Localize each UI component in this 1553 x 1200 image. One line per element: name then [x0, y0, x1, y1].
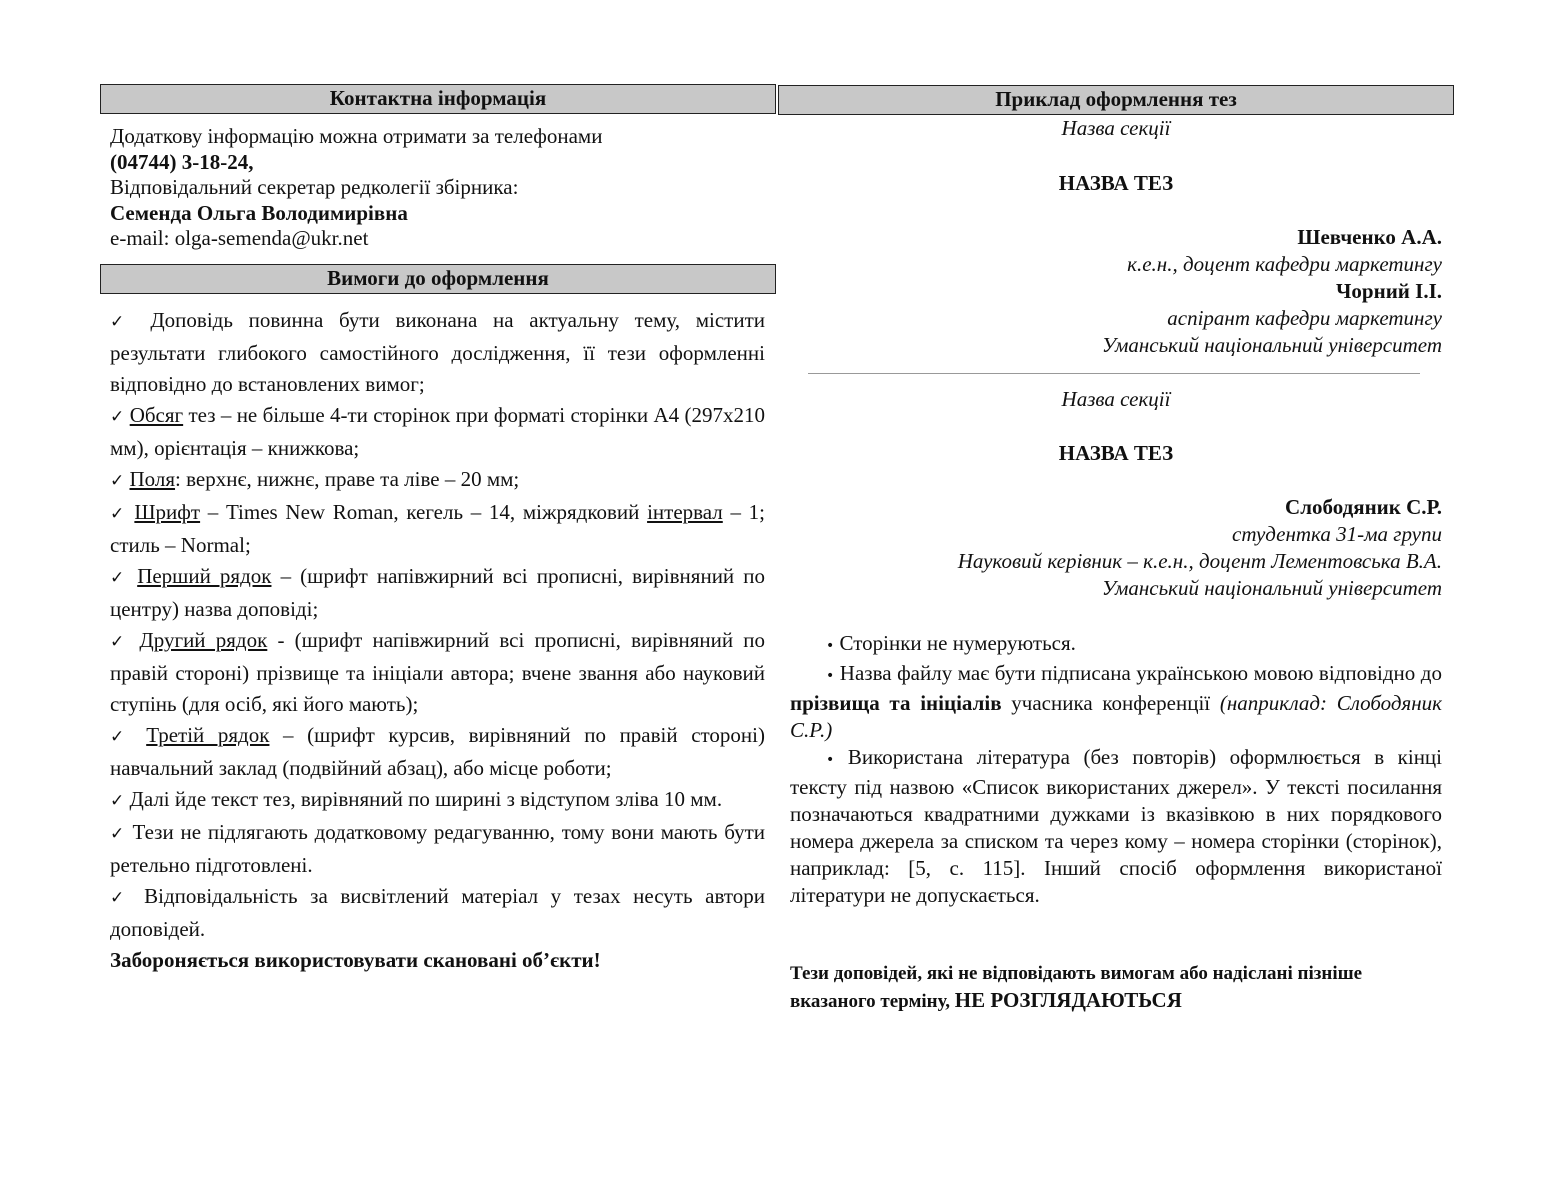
check-icon: ✓ — [110, 312, 135, 332]
example1-author2-title: аспірант кафедри маркетингу — [1167, 306, 1442, 330]
bullet-icon: • — [826, 638, 835, 654]
bullet-icon: • — [826, 752, 835, 768]
example1-authors — [790, 224, 1442, 359]
example1-section-name: Назва секції — [1061, 116, 1171, 140]
example2-authors — [790, 494, 1442, 602]
requirement-item: ✓ Поля: верхнє, нижнє, праве та ліве – 20 мм; — [110, 467, 520, 491]
contact-phone: (04744) 3-18-24, — [110, 149, 254, 174]
requirements-list — [110, 305, 765, 976]
scanned-objects-warning: Забороняється використовувати скановані об’єкти! — [110, 948, 601, 972]
requirement-item: ✓ Шрифт – Times New Roman, кегель – 14, міжрядковий інтервал – 1; стиль – Normal; — [110, 500, 765, 557]
requirement-item: ✓ Третій рядок – (шрифт курсив, вирівняний по правій стороні) навчальний заклад (подвійний абзац), або місце роботи; — [110, 723, 765, 780]
requirement-item: ✓ Обсяг тез – не більше 4-ти сторінок при форматі сторінки А4 (297х210 мм), орієнтація – книжкова; — [110, 403, 766, 460]
check-icon: ✓ — [110, 824, 126, 844]
check-icon: ✓ — [110, 632, 130, 652]
requirement-item: ✓ Другий рядок - (шрифт напівжирний всі прописні, вирівняний по правій стороні) прізвище та ініціали автора; вчене звання або науковий ступінь (для осіб, які його мають); — [110, 628, 766, 716]
requirement-item: ✓ Доповідь повинна бути виконана на актуальну тему, містити результати глибокого самостійного дослідження, її тези оформленні відповідно до встановлених вимог; — [110, 308, 765, 396]
contact-name: Семенда Ольга Володимирівна — [110, 200, 408, 225]
check-icon: ✓ — [110, 888, 132, 908]
rejection-notice: Тези доповідей, які не відповідають вимогам або надіслані пізніше вказаного терміну, НЕ РОЗГЛЯДАЮТЬСЯ — [790, 963, 1363, 1012]
contact-info-header: Контактна інформація — [100, 84, 776, 114]
contact-secretary-label: Відповідальний секретар редколегії збірника: — [110, 175, 519, 199]
example1-author1-title: к.е.н., доцент кафедри маркетингу — [1127, 252, 1442, 276]
example2-supervisor: Науковий керівник – к.е.н., доцент Лементовська В.А. — [957, 549, 1442, 573]
example1-university: Уманський національний університет — [1101, 333, 1442, 357]
contact-email: e-mail: olga-semenda@ukr.net — [110, 226, 369, 250]
example2-title: НАЗВА ТЕЗ — [1058, 441, 1174, 465]
bullet-icon: • — [826, 668, 835, 684]
note-item: • Сторінки не нумеруються. — [826, 631, 1076, 655]
example1-author2: Чорний І.І. — [1336, 279, 1442, 303]
example1-author1: Шевченко А.А. — [1297, 225, 1442, 249]
example2-section-name: Назва секції — [1061, 387, 1171, 411]
example2-author: Слободяник С.Р. — [1285, 495, 1442, 519]
format-notes — [790, 630, 1442, 909]
example2-author-title: студентка 31-ма групи — [1232, 522, 1442, 546]
example-header: Приклад оформлення тез — [778, 85, 1454, 115]
check-icon: ✓ — [110, 727, 133, 747]
requirement-item: ✓ Перший рядок – (шрифт напівжирний всі прописні, вирівняний по центру) назва доповіді; — [110, 564, 765, 621]
example2-university: Уманський національний університет — [1101, 576, 1442, 600]
contact-intro: Додаткову інформацію можна отримати за телефонами — [110, 124, 603, 148]
check-icon: ✓ — [110, 471, 125, 491]
example1-title: НАЗВА ТЕЗ — [1058, 171, 1174, 195]
example-divider — [808, 373, 1420, 374]
check-icon: ✓ — [110, 504, 127, 524]
check-icon: ✓ — [110, 407, 125, 427]
check-icon: ✓ — [110, 568, 129, 588]
note-item: • Назва файлу має бути підписана українською мовою відповідно до прізвища та ініціалів учасника конференції (наприклад: Слободяник С.Р.) — [790, 661, 1443, 742]
requirement-item: ✓ Далі йде текст тез, вирівняний по ширині з відступом зліва 10 мм. — [110, 787, 723, 811]
requirement-item: ✓ Відповідальність за висвітлений матеріал у тезах несуть автори доповідей. — [110, 884, 765, 941]
requirement-item: ✓ Тези не підлягають додатковому редагуванню, тому вони мають бути ретельно підготовлені. — [110, 820, 766, 877]
note-item: • Використана література (без повторів) оформлюється в кінці тексту під назвою «Список використаних джерел». У тексті посилання позначаються квадратними дужками із вказівкою в них порядкового номера джерела за списком та через кому – номера сторінки (сторінок), наприклад: [5, с. 115]. Інший спосіб оформлення використаної літератури не допускається. — [790, 745, 1443, 907]
requirements-header: Вимоги до оформлення — [100, 264, 776, 294]
check-icon: ✓ — [110, 791, 125, 811]
contact-info-block — [110, 124, 765, 252]
